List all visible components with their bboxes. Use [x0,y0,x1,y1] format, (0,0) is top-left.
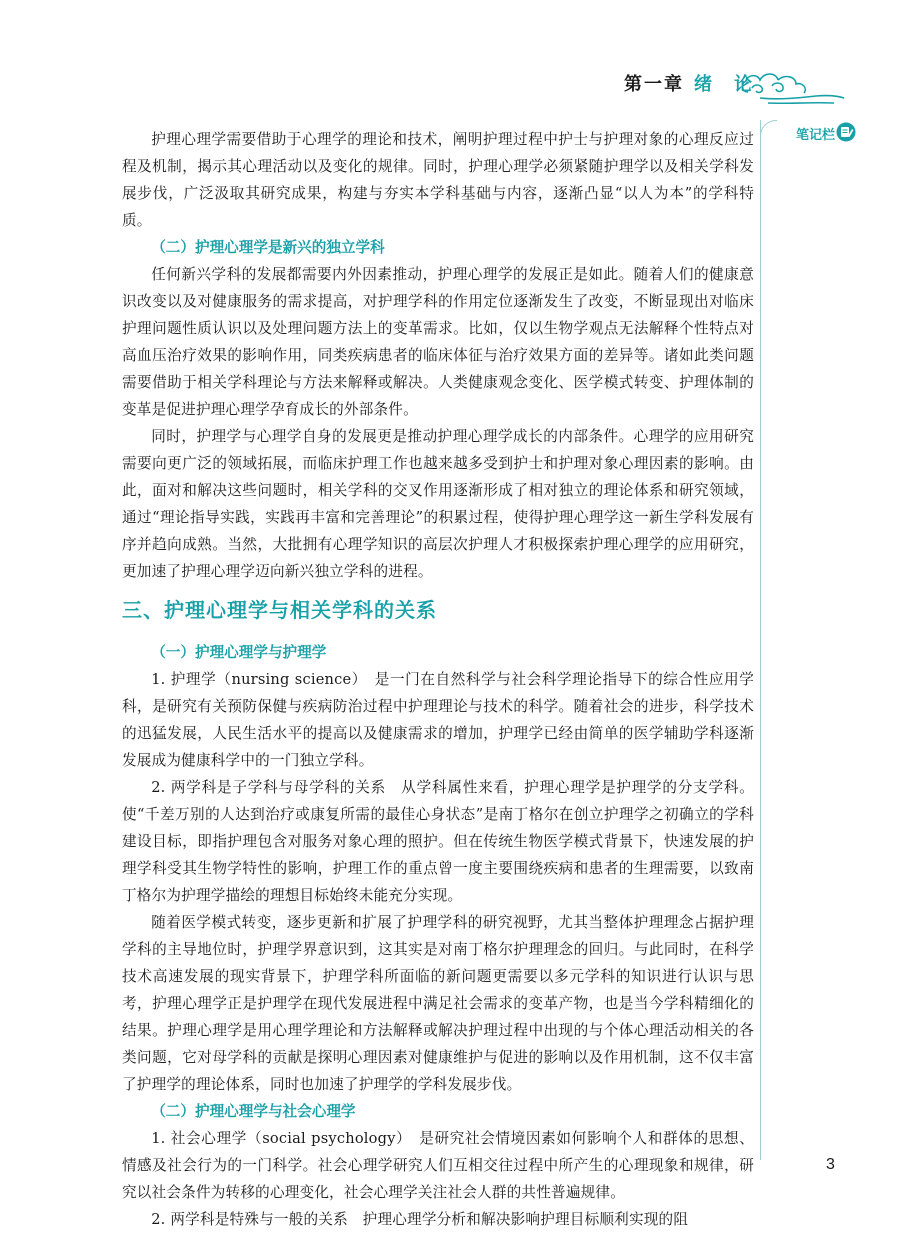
subsection-heading: （二）护理心理学是新兴的独立学科 [151,239,385,256]
chapter-heading [624,70,754,96]
notepad-icon [836,122,856,142]
page-number: 3 [826,1156,835,1173]
notes-column-rule [760,120,761,1160]
notes-column-label: 笔记栏 [796,128,836,143]
chapter-title: 绪 论 [694,74,754,95]
paragraph: 任何新兴学科的发展都需要内外因素推动，护理心理学的发展正是如此。随着人们的健康意识改变以及对健康服务的需求提高，对护理学科的作用定位逐渐发生了改变，不断显现出对临床护理问题性质认识以及处理问题方法上的变革需求。比如，仅以生物学观点无法解释个性特点对高血压治疗效果的影响作用，同类疾病患者的临床体征与治疗效果方面的差异等。诸如此类问题需要借助于相关学科理论与方法来解释或解决。人类健康观念变化、医学模式转变、护理体制的变革是促进护理心理学孕育成长的外部条件。 [122,266,754,418]
chapter-number: 第一章 [624,74,684,95]
paragraph: 1. 社会心理学（social psychology） 是研究社会情境因素如何影响个人和群体的思想、情感及社会行为的一门科学。社会心理学研究人们互相交往过程中所产生的心理现象和规律，研究以社会条件为转移的心理变化，社会心理学关注社会人群的共性普遍规律。 [122,1130,754,1201]
paragraph: 随着医学模式转变，逐步更新和扩展了护理学科的研究视野，尤其当整体护理理念占据护理学科的主导地位时，护理学界意识到，这其实是对南丁格尔护理理念的回归。与此同时，在科学技术高速发展的现实背景下，护理学科所面临的新问题更需要以多元学科的知识进行认识与思考，护理心理学正是护理学在现代发展进程中满足社会需求的变革产物，也是当今学科精细化的结果。护理心理学是用心理学理论和方法解释或解决护理过程中出现的与个体心理活动相关的各类问题，它对母学科的贡献是探明心理因素对健康维护与促进的影响以及作用机制，这不仅丰富了护理学的理论体系，同时也加速了护理学的学科发展步伐。 [122,914,754,1093]
running-header [610,62,870,112]
notes-column-corner [760,120,777,137]
page-body [122,126,754,1233]
paragraph: 1. 护理学（nursing science） 是一门在自然科学与社会科学理论指导下的综合性应用学科，是研究有关预防保健与疾病防治过程中护理理论与技术的科学。随着社会的进步，科学技术的迅猛发展，人民生活水平的提高以及健康需求的增加，护理学已经由简单的医学辅助学科逐渐发展成为健康科学中的一门独立学科。 [122,671,754,769]
paragraph: 护理心理学需要借助于心理学的理论和技术，阐明护理过程中护士与护理对象的心理反应过程及机制，揭示其心理活动以及变化的规律。同时，护理心理学必须紧随护理学以及相关学科发展步伐，广泛汲取其研究成果，构建与夯实本学科基础与内容，逐渐凸显“以人为本”的学科特质。 [122,131,754,229]
subsection-heading: （二）护理心理学与社会心理学 [151,1103,356,1120]
section-heading: 三、护理心理学与相关学科的关系 [122,598,437,622]
cloud-ornament-icon [738,62,846,108]
paragraph: 2. 两学科是特殊与一般的关系 护理心理学分析和解决影响护理目标顺利实现的阻 [151,1211,689,1228]
paragraph: 2. 两学科是子学科与母学科的关系 从学科属性来看，护理心理学是护理学的分支学科。使“千差万别的人达到治疗或康复所需的最佳心身状态”是南丁格尔在创立护理学之初确立的学科建设目标，即指护理包含对服务对象心理的照护。但在传统生物医学模式背景下，快速发展的护理学科受其生物学特性的影响，护理工作的重点曾一度主要围绕疾病和患者的生理需要，以致南丁格尔为护理学描绘的理想目标始终未能充分实现。 [122,779,754,904]
subsection-heading: （一）护理心理学与护理学 [151,644,327,661]
paragraph: 同时，护理学与心理学自身的发展更是推动护理心理学成长的内部条件。心理学的应用研究需要向更广泛的领域拓展，而临床护理工作也越来越多受到护士和护理对象心理因素的影响。由此，面对和解决这些问题时，相关学科的交叉作用逐渐形成了相对独立的理论体系和研究领域，通过“理论指导实践，实践再丰富和完善理论”的积累过程，使得护理心理学这一新生学科发展有序并趋向成熟。当然，大批拥有心理学知识的高层次护理人才积极探索护理心理学的应用研究，更加速了护理心理学迈向新兴独立学科的进程。 [122,428,754,580]
